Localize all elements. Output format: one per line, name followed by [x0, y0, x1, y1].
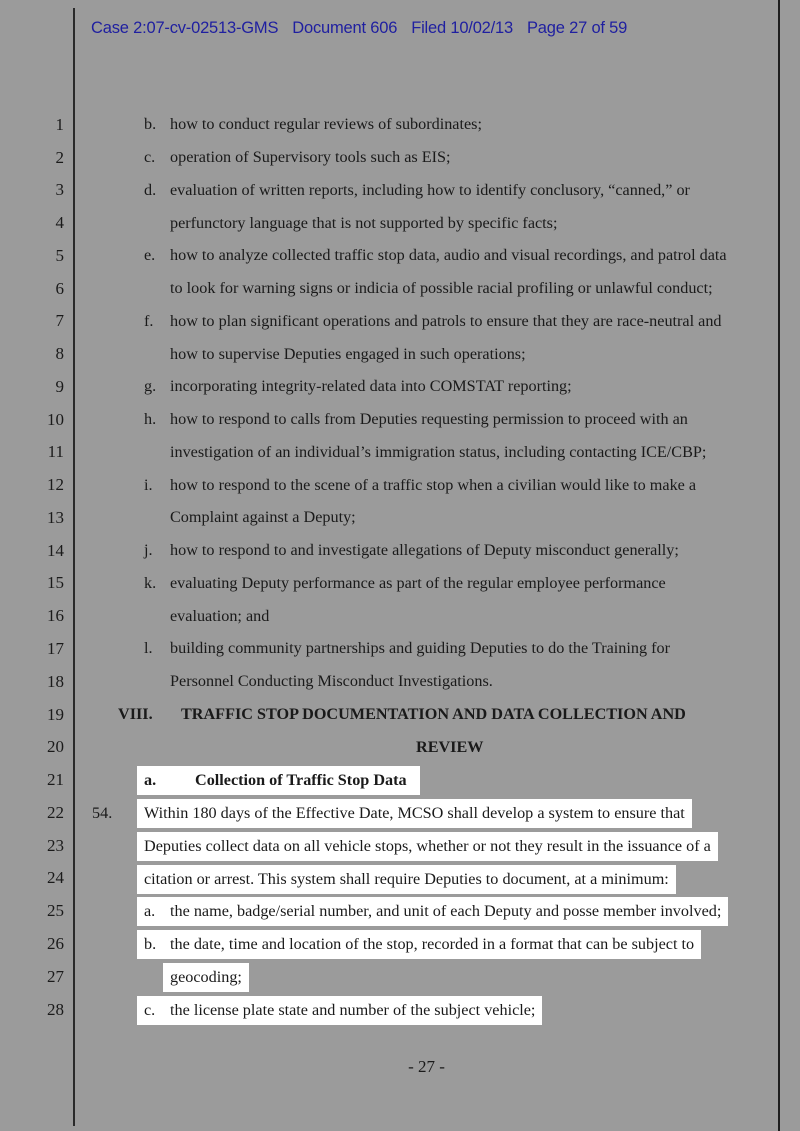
line-number: 22 [47, 803, 64, 822]
list-item: i. how to respond to the scene of a traffic stop when a civilian would like to make a [144, 476, 697, 494]
sub-list-item-continuation: geocoding; [170, 967, 249, 987]
list-item: d. evaluation of written reports, including how to identify conclusory, “canned,” or [144, 181, 690, 199]
line-number: 4 [55, 213, 64, 232]
line-number: 11 [47, 442, 64, 461]
list-item: g. incorporating integrity-related data into COMSTAT reporting; [144, 377, 572, 395]
list-item-continuation: evaluation; and [170, 607, 270, 625]
line-number: 28 [47, 1000, 64, 1019]
list-item: j. how to respond to and investigate allegations of Deputy misconduct generally; [144, 541, 679, 559]
line-number: 7 [55, 311, 64, 330]
list-item: f. how to plan significant operations and patrols to ensure that they are race-neutral and [144, 312, 722, 330]
case-number: Case 2:07-cv-02513-GMS [91, 19, 279, 37]
page-count: Page 27 of 59 [526, 19, 628, 37]
line-number: 5 [55, 246, 64, 265]
paragraph-number: 54. [92, 804, 113, 822]
line-number: 6 [55, 279, 64, 298]
list-item: c. operation of Supervisory tools such as EIS; [144, 148, 451, 166]
line-number: 19 [47, 705, 64, 724]
line-number: 15 [47, 573, 64, 592]
line-number: 2 [55, 148, 64, 167]
line-number: 18 [47, 672, 64, 691]
subsection-heading [144, 770, 420, 790]
list-item: h. how to respond to calls from Deputies requesting permission to proceed with an [144, 410, 688, 428]
line-number: 23 [47, 836, 64, 855]
list-item-continuation: Complaint against a Deputy; [170, 508, 356, 526]
line-number: 21 [47, 770, 64, 789]
paragraph-line: Within 180 days of the Effective Date, MCSO shall develop a system to ensure that [144, 803, 692, 823]
line-number: 20 [47, 737, 64, 756]
line-number: 17 [47, 639, 64, 658]
sub-list-item: c. the license plate state and number of the subject vehicle; [144, 1000, 542, 1020]
paragraph-line: Deputies collect data on all vehicle stops, whether or not they result in the issuance of a [144, 836, 718, 856]
line-number: 3 [55, 180, 64, 199]
line-number: 8 [55, 344, 64, 363]
line-number: 1 [55, 115, 64, 134]
subsection-title: Collection of Traffic Stop Data [195, 771, 407, 789]
section-heading [118, 704, 686, 724]
line-number: 26 [47, 934, 64, 953]
line-number: 24 [47, 868, 64, 887]
section-title-cont: REVIEW [416, 738, 484, 756]
line-number: 27 [47, 967, 64, 986]
line-number: 14 [47, 541, 64, 560]
right-margin-rule [778, 0, 780, 1131]
line-number: 25 [47, 901, 64, 920]
list-item: l. building community partnerships and guiding Deputies to do the Training for [144, 639, 670, 657]
list-item-continuation: investigation of an individual’s immigration status, including contacting ICE/CBP; [170, 443, 707, 461]
paragraph-line: citation or arrest. This system shall require Deputies to document, at a minimum: [144, 869, 676, 889]
sub-list-item: a. the name, badge/serial number, and unit of each Deputy and posse member involved; [144, 901, 728, 921]
line-number: 10 [47, 410, 64, 429]
line-number: 9 [55, 377, 64, 396]
section-title: TRAFFIC STOP DOCUMENTATION AND DATA COLLECTION AND [181, 705, 686, 723]
subsection-label: a. [144, 771, 157, 789]
list-item: e. how to analyze collected traffic stop data, audio and visual recordings, and patrol data [144, 246, 727, 264]
ecf-header [91, 19, 641, 38]
line-number: 13 [47, 508, 64, 527]
list-item-continuation: Personnel Conducting Misconduct Investigations. [170, 672, 493, 690]
line-number: 16 [47, 606, 64, 625]
list-item: b. how to conduct regular reviews of subordinates; [144, 115, 482, 133]
filed-date: Filed 10/02/13 [411, 19, 513, 37]
document-number: Document 606 [292, 19, 398, 37]
list-item-continuation: how to supervise Deputies engaged in such operations; [170, 345, 526, 363]
section-number: VIII. [118, 705, 153, 723]
page-number-footer: - 27 - [408, 1057, 445, 1076]
line-number: 12 [47, 475, 64, 494]
left-margin-rule [73, 8, 75, 1126]
sub-list-item: b. the date, time and location of the stop, recorded in a format that can be subject to [144, 934, 701, 954]
list-item-continuation: perfunctory language that is not supported by specific facts; [170, 214, 558, 232]
list-item: k. evaluating Deputy performance as part of the regular employee performance [144, 574, 666, 592]
list-item-continuation: to look for warning signs or indicia of possible racial profiling or unlawful conduct; [170, 279, 713, 297]
